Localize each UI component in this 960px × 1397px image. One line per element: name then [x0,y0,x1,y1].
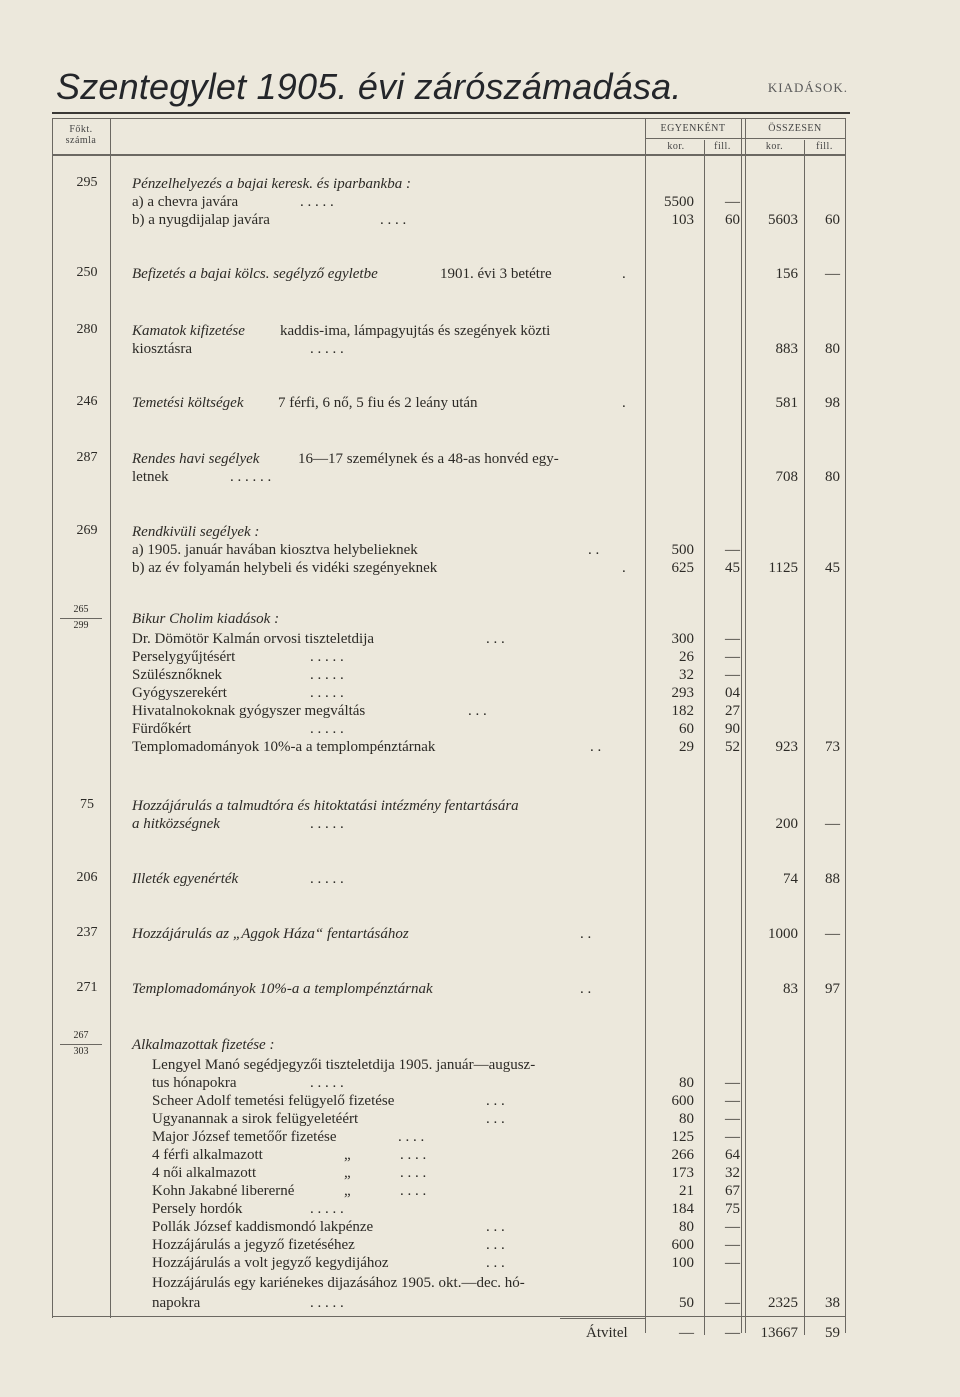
line-item: Szülésznőknek [132,667,222,683]
section-title: Befizetés a bajai kölcs. segélyző egyletbe [132,266,378,282]
amount-kor: 184 [671,1201,694,1217]
account-number: 250 [76,265,98,280]
section-title: Rendes havi segélyek [132,451,260,467]
leader-dots: . . . . . . [230,469,272,485]
amount-kor: 182 [671,703,694,719]
account-divider [110,118,111,1318]
total-kor: 74 [783,871,798,887]
header-kor-2: kor. [765,141,784,152]
header-fill-1: fill. [714,141,731,152]
total-fill: 80 [825,341,840,357]
account-number: 246 [76,394,98,409]
line-item: napokra [152,1295,201,1311]
ditto-mark: „ [344,1183,351,1199]
carry-kor-2: 13667 [760,1325,798,1341]
line-item: a) a chevra javára [132,194,239,210]
carry-kor-1: — [679,1325,694,1341]
account-number: 269 [76,523,98,538]
amount-fill: 67 [725,1183,740,1199]
line-item: Perselygyűjtésért [132,649,236,665]
amount-fill: 27 [725,703,740,719]
account-number: 206 [76,870,98,885]
amount-kor: 32 [679,667,694,683]
title-rule [52,112,850,114]
amount-fill: — [725,667,740,683]
account-number-2: 299 [73,620,89,631]
account-number: 280 [76,322,98,337]
account-split [60,1044,102,1045]
total-fill: 73 [825,739,840,755]
total-kor: 5603 [768,212,798,228]
total-fill: — [825,926,840,942]
line-item: Hozzájárulás a jegyző fizetéséhez [152,1237,355,1253]
amount-kor: 266 [671,1147,694,1163]
right-border [845,118,846,1333]
account-number: 295 [76,175,98,190]
section-title: Hozzájárulás a talmudtóra és hitoktatási intézmény fentartására [132,798,519,814]
section-title: Hozzájárulás az „Aggok Háza“ fentartásához [132,926,409,942]
table-bottom [52,1316,846,1317]
total-kor: 581 [775,395,798,411]
section-title: Templomadományok 10%-a a templompénztárnak [132,981,433,997]
leader-dots: . . . . . [310,1295,344,1311]
amount-kor: 500 [671,542,694,558]
account-number: 271 [76,980,98,995]
leader-dots: . . . . . [300,194,334,210]
leader-dots: . . . . . [310,341,344,357]
total-fill: 97 [825,981,840,997]
leader-dots: . . [590,739,602,755]
leader-dots: . . . [486,1255,505,1271]
line-item: Hozzájárulás egy kariénekes dijazásához 1905. okt.—dec. hó- [152,1275,525,1291]
leader-dots: . [622,560,626,576]
osszesen-mid [804,140,805,1335]
header-osszesen: ÖSSZESEN [768,123,822,134]
line-item: Kohn Jakabné libererné [152,1183,295,1199]
leader-dots: . . . . [400,1147,427,1163]
amount-kor: 21 [679,1183,694,1199]
account-number-2: 303 [73,1046,89,1057]
account-number: 75 [80,797,94,812]
header-mid [645,138,845,139]
account-number: 287 [76,450,98,465]
total-fill: 98 [825,395,840,411]
section-title: Temetési költségek [132,395,244,411]
amount-fill: — [725,1129,740,1145]
section-title: Illeték egyenérték [132,871,239,887]
header-bottom [52,154,846,156]
line-item: Major József temetőőr fizetése [152,1129,337,1145]
header-account: Főkt. számla [65,124,97,146]
amount-kor: 103 [671,212,694,228]
leader-dots: . . . . [380,212,407,228]
amount-fill: 45 [725,560,740,576]
total-fill: 88 [825,871,840,887]
amount-kor: 26 [679,649,694,665]
account-number: 267 [73,1030,89,1041]
leader-dots: . . . . . [310,667,344,683]
line-item: Hozzájárulás a volt jegyző kegydijához [152,1255,389,1271]
leader-dots: . . . . . [310,721,344,737]
line-item: Scheer Adolf temetési felügyelő fizetése [152,1093,395,1109]
line-item: Fürdőkért [132,721,192,737]
amount-kor: 293 [671,685,694,701]
amount-fill: 75 [725,1201,740,1217]
header-egyenkent: EGYENKÉNT [660,123,726,134]
line-item: Pollák József kaddismondó lakpénze [152,1219,374,1235]
amount-kor: 60 [679,721,694,737]
leader-dots: . . . [486,1219,505,1235]
leader-dots: . . . . [398,1129,425,1145]
leader-dots: . . . [486,631,505,647]
amount-kor: 29 [679,739,694,755]
amount-kor: 80 [679,1075,694,1091]
leader-dots: . . . . [400,1183,427,1199]
page-title: Szentegylet 1905. évi zárószámadása. [56,66,682,107]
amount-fill: — [725,1111,740,1127]
amount-fill: — [725,194,740,210]
amount-fill: — [725,1219,740,1235]
leader-dots: . . . [468,703,487,719]
account-split [60,618,102,619]
account-number: 237 [76,925,98,940]
ditto-mark: „ [344,1147,351,1163]
line-item: Gyógyszerekért [132,685,227,701]
line-item: tus hónapokra [152,1075,237,1091]
total-kor: 1125 [768,560,798,576]
amount-fill: — [725,542,740,558]
header-kor-1: kor. [667,141,685,152]
total-fill: 80 [825,469,840,485]
section-title-rest: 7 férfi, 6 nő, 5 fiu és 2 leány után [278,395,478,411]
amount-fill: — [725,1237,740,1253]
amount-fill: — [725,1093,740,1109]
header-fill-2: fill. [816,141,833,152]
leader-dots: . . [580,926,592,942]
carry-label: Átvitel [586,1325,628,1341]
amount-fill: 32 [725,1165,740,1181]
ditto-mark: „ [344,1165,351,1181]
total-kor: 1000 [768,926,798,942]
amount-fill: 60 [725,212,740,228]
amount-kor: 80 [679,1111,694,1127]
egyenkent-left [645,118,646,1333]
line-item: 4 női alkalmazott [152,1165,257,1181]
section-title-line2: a hitközségnek [132,816,220,832]
leader-dots: . . . . . [310,816,344,832]
total-fill: — [825,266,840,282]
amount-kor: 125 [671,1129,694,1145]
total-kor: 708 [775,469,798,485]
line-item: Hivatalnokoknak gyógyszer megváltás [132,703,366,719]
section-title-rest: 1901. évi 3 betétre [440,266,552,282]
leader-dots: . . [588,542,600,558]
osszesen-left [741,118,742,1333]
section-title: Rendkivüli segélyek : [132,524,260,540]
line-item: 4 férfi alkalmazott [152,1147,263,1163]
leader-dots: . . . . [400,1165,427,1181]
section-title: Alkalmazottak fizetése : [132,1037,275,1053]
line-item: Dr. Dömötör Kalmán orvosi tiszteletdija [132,631,375,647]
carry-fill-1: — [725,1325,740,1341]
total-fill: 60 [825,212,840,228]
total-fill: 45 [825,560,840,576]
header-top [52,118,846,119]
amount-kor: 300 [671,631,694,647]
amount-fill: — [725,1295,740,1311]
osszesen-left-2 [745,118,746,1333]
leader-dots: . . . [486,1237,505,1253]
amount-fill: — [725,631,740,647]
left-border [52,118,53,1318]
line-item: Templomadományok 10%-a a templompénztárnak [132,739,436,755]
carry-underline [560,1318,646,1319]
leader-dots: . . . . . [310,1201,344,1217]
total-fill: — [825,816,840,832]
total-kor: 156 [775,266,798,282]
leader-dots: . . . [486,1111,505,1127]
leader-dots: . [622,395,626,411]
line-item: b) a nyugdijalap javára [132,212,270,228]
amount-fill: — [725,649,740,665]
total-kor: 2325 [768,1295,798,1311]
leader-dots: . . . [486,1093,505,1109]
amount-fill: 64 [725,1147,740,1163]
leader-dots: . . [580,981,592,997]
section-title: Pénzelhelyezés a bajai keresk. és iparbankba : [132,176,411,192]
leader-dots: . . . . . [310,871,344,887]
amount-kor: 100 [671,1255,694,1271]
amount-kor: 600 [671,1237,694,1253]
amount-kor: 600 [671,1093,694,1109]
section-label: KIADÁSOK. [767,80,848,95]
total-kor: 200 [775,816,798,832]
amount-fill: 52 [725,739,740,755]
line-item: Ugyanannak a sirok felügyeletéért [152,1111,359,1127]
amount-fill: 04 [725,685,740,701]
amount-fill: 90 [725,721,740,737]
leader-dots: . . . . . [310,1075,344,1091]
leader-dots: . . . . . [310,685,344,701]
amount-fill: — [725,1255,740,1271]
line-item: Lengyel Manó segédjegyzői tiszteletdija 1905. január—augusz- [152,1057,536,1073]
amount-kor: 50 [679,1295,694,1311]
section-title-line2: letnek [132,469,169,485]
amount-fill: — [725,1075,740,1091]
line-item: Persely hordók [152,1201,243,1217]
amount-kor: 625 [671,560,694,576]
amount-kor: 173 [671,1165,694,1181]
carry-fill-2: 59 [825,1325,840,1341]
line-item: a) 1905. január havában kiosztva helybelieknek [132,542,418,558]
total-fill: 38 [825,1295,840,1311]
total-kor: 83 [783,981,798,997]
section-title-rest: kaddis-ima, lámpagyujtás és szegények közti [280,323,551,339]
leader-dots: . [622,266,626,282]
account-number: 265 [73,604,89,615]
total-kor: 923 [775,739,798,755]
amount-kor: 80 [679,1219,694,1235]
section-title: Bikur Cholim kiadások : [132,611,280,627]
total-kor: 883 [775,341,798,357]
leader-dots: . . . . . [310,649,344,665]
amount-kor: 5500 [664,194,694,210]
section-title: Kamatok kifizetése [132,323,245,339]
section-title-rest: 16—17 személynek és a 48-as honvéd egy- [298,451,559,467]
section-title-line2: kiosztásra [132,341,192,357]
line-item: b) az év folyamán helybeli és vidéki szegényeknek [132,560,438,576]
